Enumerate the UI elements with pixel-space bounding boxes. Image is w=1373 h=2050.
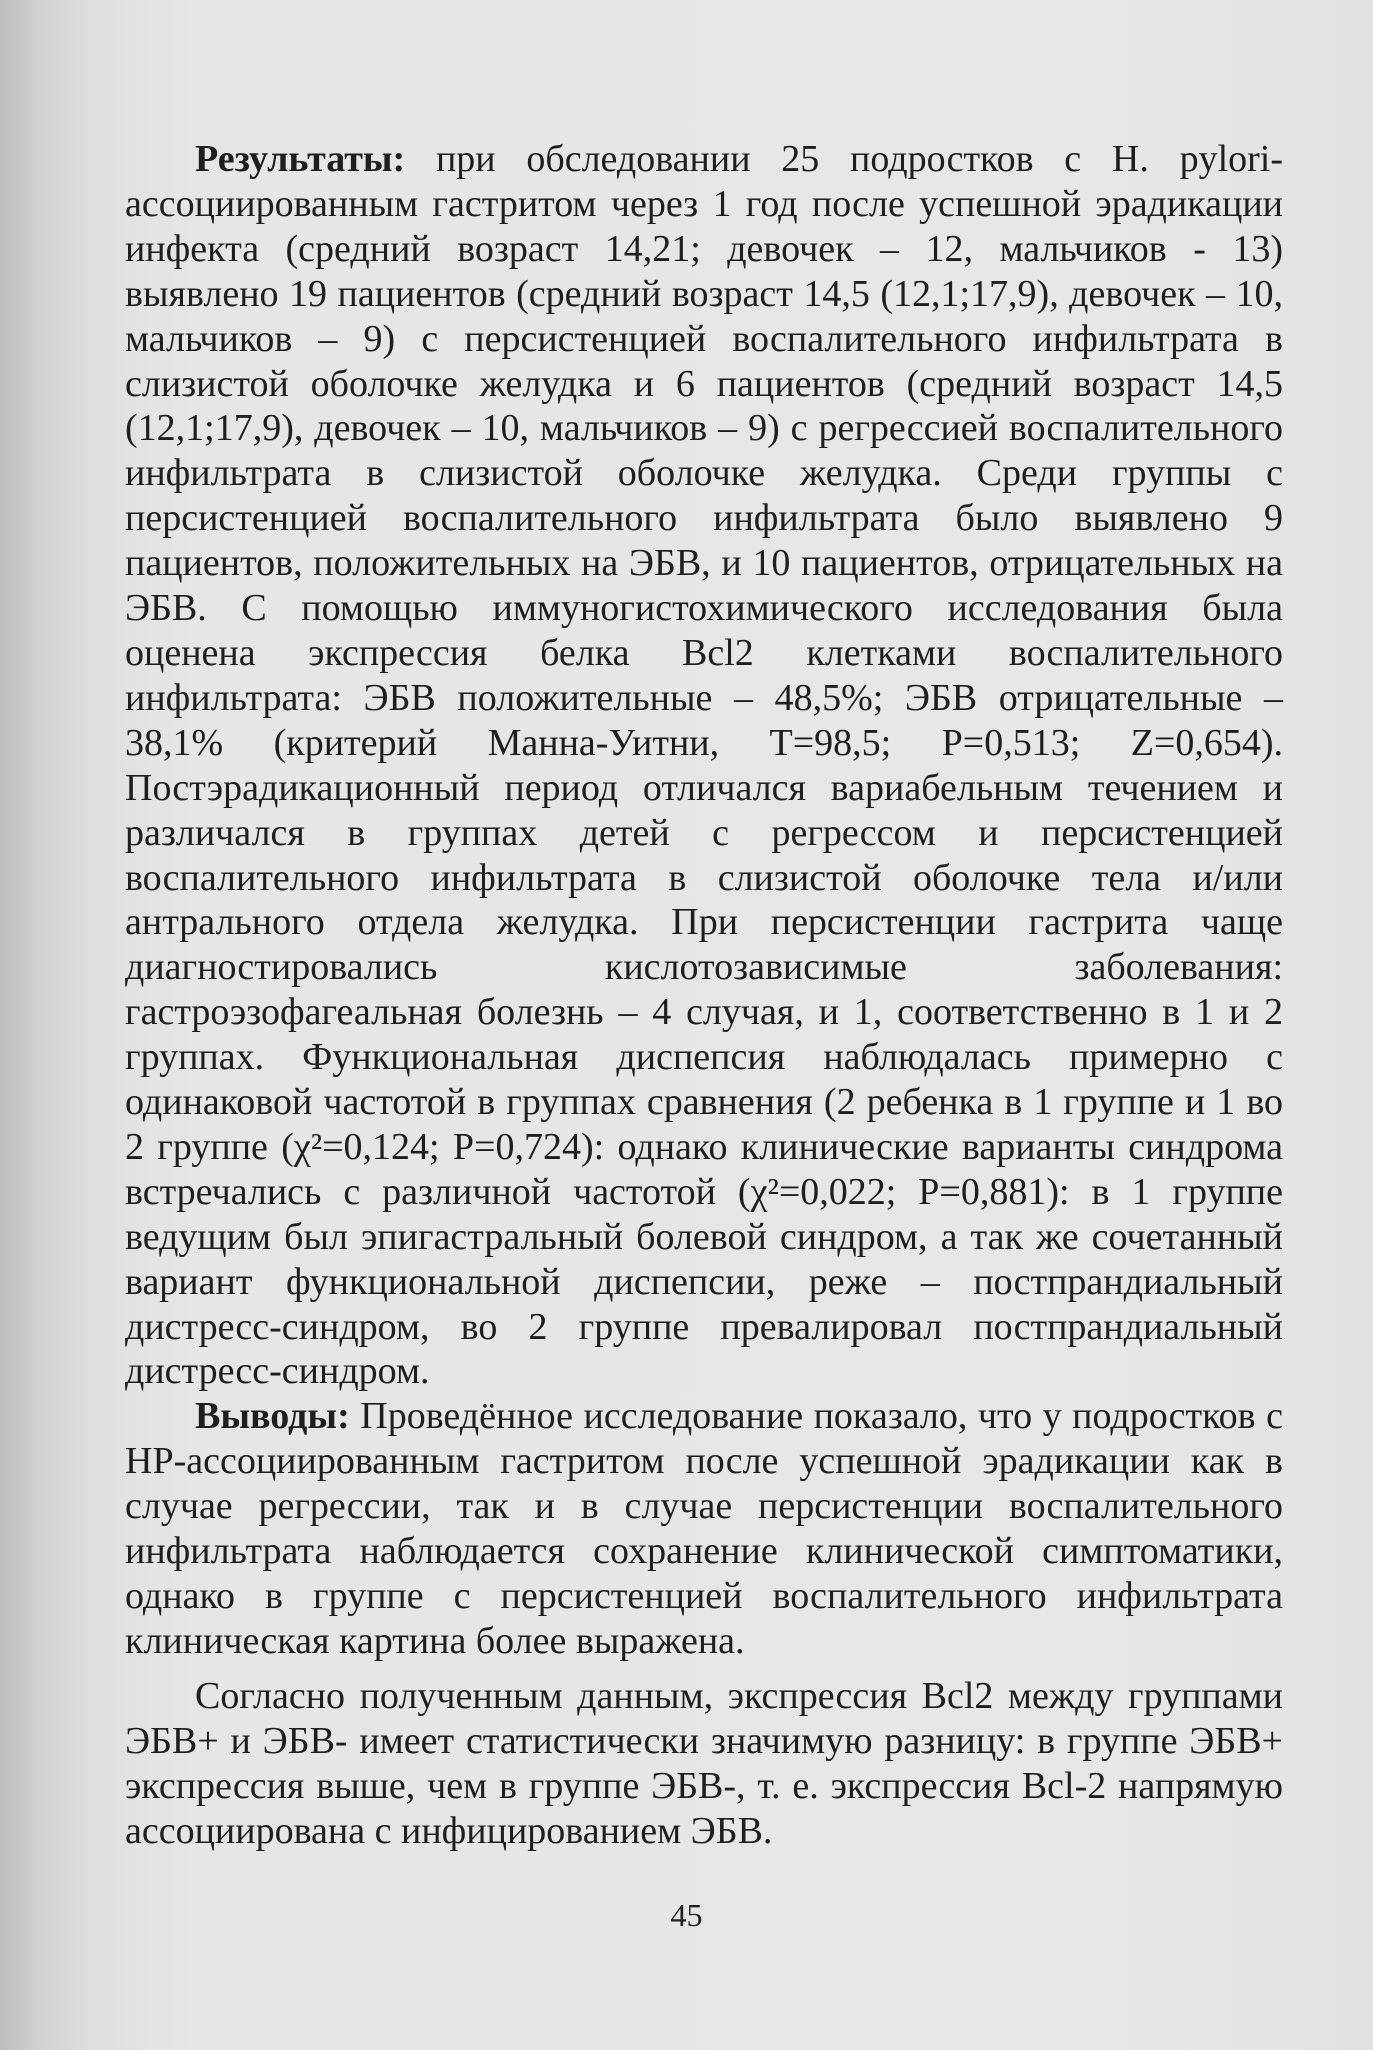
conclusions-paragraph [125, 1394, 1283, 1663]
page-number: 45 [670, 1897, 703, 1933]
results-text: при обследовании 25 подростков с H. pylori-ассоциированным гастритом через 1 год после успешной эрадикации инфекта (средний возраст 14,21; девочек – 12, мальчиков - 13) выявлено 19 пациентов (средний возраст 14,5 (12,1;17,9), девочек – 10, мальчиков – 9) с персистенцией воспалительного инфильтрата в слизистой оболочке желудка и 6 пациентов (средний возраст 14,5 (12,1;17,9), девочек – 10, мальчиков – 9) с регрессией воспалительного инфильтрата в слизистой оболочке желудка. Среди группы с персистенцией воспалительного инфильтрата было выявлено 9 пациентов, положительных на ЭБВ, и 10 пациентов, отрицательных на ЭБВ. С помощью иммуногистохимического исследования была оценена экспрессия белка Bcl2 клетками воспалительного инфильтрата: ЭБВ положительные – 48,5%; ЭБВ отрицательные – 38,1% (критерий Манна-Уитни, T=98,5; P=0,513; Z=0,654). Постэрадикационный период отличался вариабельным течением и различался в группах детей с регрессом и персистенцией воспалительного инфильтрата в слизистой оболочке тела и/или антрального отдела желудка. При персистенции гастрита чаще диагностировались кислотозависимые заболевания: гастроэзофагеальная болезнь – 4 случая, и 1, соответственно в 1 и 2 группах. Функциональная диспепсия наблюдалась примерно с одинаковой частотой в группах сравнения (2 ребенка в 1 группе и 1 во 2 группе (χ²=0,124; P=0,724): однако клинические варианты синдрома встречались с различной частотой (χ²=0,022; P=0,881): в 1 группе ведущим был эпигастральный болевой синдром, а так же сочетанный вариант функциональной диспепсии, реже – постпрандиальный дистресс-синдром, во 2 группе превалировал постпрандиальный дистресс-синдром. [125, 138, 1283, 1393]
results-paragraph [125, 137, 1283, 1394]
final-paragraph [125, 1674, 1283, 1854]
final-text: Согласно полученным данным, экспрессия Bcl2 между группами ЭБВ+ и ЭБВ- имеет статистически значимую разницу: в группе ЭБВ+ экспрессия выше, чем в группе ЭБВ-, т. е. экспрессия Bcl-2 напрямую ассоциирована с инфицированием ЭБВ. [125, 1674, 1283, 1852]
conclusions-heading: Выводы: [195, 1395, 350, 1438]
body-text [125, 137, 1283, 1853]
conclusions-text: Проведённое исследование показало, что у подростков с HP-ассоциированным гастритом после успешной эрадикации как в случае регрессии, так и в случае персистенции воспалительного инфильтрата наблюдается сохранение клинической симптоматики, однако в группе с персистенцией воспалительного инфильтрата клиническая картина более выражена. [125, 1395, 1283, 1662]
results-heading: Результаты: [195, 138, 406, 180]
